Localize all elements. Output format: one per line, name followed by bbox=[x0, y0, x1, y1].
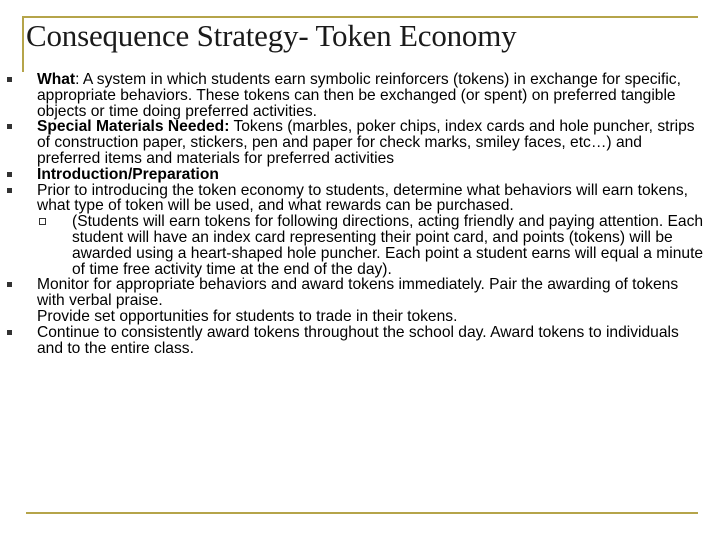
square-bullet-icon bbox=[7, 188, 12, 193]
intro-label: Introduction/Preparation bbox=[37, 165, 219, 183]
materials-label: Special Materials Needed: bbox=[37, 118, 230, 136]
slide-title: Consequence Strategy- Token Economy bbox=[26, 18, 517, 53]
square-bullet-icon bbox=[7, 77, 12, 82]
square-bullet-icon bbox=[7, 330, 12, 335]
prior-text: Prior to introducing the token economy to students, determine what behaviors will earn tokens, what type of token will be used, and what rewards can be purchased. bbox=[37, 181, 688, 215]
bullet-continue bbox=[0, 325, 697, 357]
materials-text: Tokens (marbles, poker chips, index cards and hole puncher, strips of construction paper, stickers, pen and paper for check marks, smiley faces, etc…) and preferred items and materials for preferred activities bbox=[37, 118, 695, 167]
bullet-materials bbox=[0, 119, 697, 166]
bullet-what bbox=[0, 72, 697, 119]
square-bullet-icon bbox=[7, 124, 12, 129]
what-label: What bbox=[37, 71, 76, 88]
bottom-rule bbox=[26, 512, 698, 514]
bullet-introduction bbox=[0, 167, 697, 183]
provide-text: Provide set opportunities for students to trade in their tokens. bbox=[37, 307, 458, 325]
square-bullet-icon bbox=[7, 282, 12, 287]
sub-bullet-example bbox=[0, 214, 704, 277]
what-text: : A system in which students earn symbolic reinforcers (tokens) in exchange for specific, appropriate behaviors. These tokens can then be exchanged (or spent) on preferred tangible objects or time doing preferred activities. bbox=[37, 71, 681, 120]
hollow-square-bullet-icon bbox=[39, 218, 46, 225]
title-left-rule bbox=[22, 16, 24, 72]
continue-text: Continue to consistently award tokens throughout the school day. Award tokens to individuals and to the entire class. bbox=[37, 323, 679, 357]
monitor-text: Monitor for appropriate behaviors and award tokens immediately. Pair the awarding of tokens with verbal praise. bbox=[37, 276, 679, 310]
bullet-prior bbox=[0, 183, 697, 215]
slide-body bbox=[0, 70, 720, 356]
example-text: (Students will earn tokens for following directions, acting friendly and paying attention. Each student will have an index card representing their point card, and points (tokens) will be awarded using a heart-shaped hole puncher. Each point a student earns will equal a minute of time free activity time at the end of the day). bbox=[72, 213, 704, 278]
bullet-monitor bbox=[0, 277, 697, 324]
square-bullet-icon bbox=[7, 172, 12, 177]
